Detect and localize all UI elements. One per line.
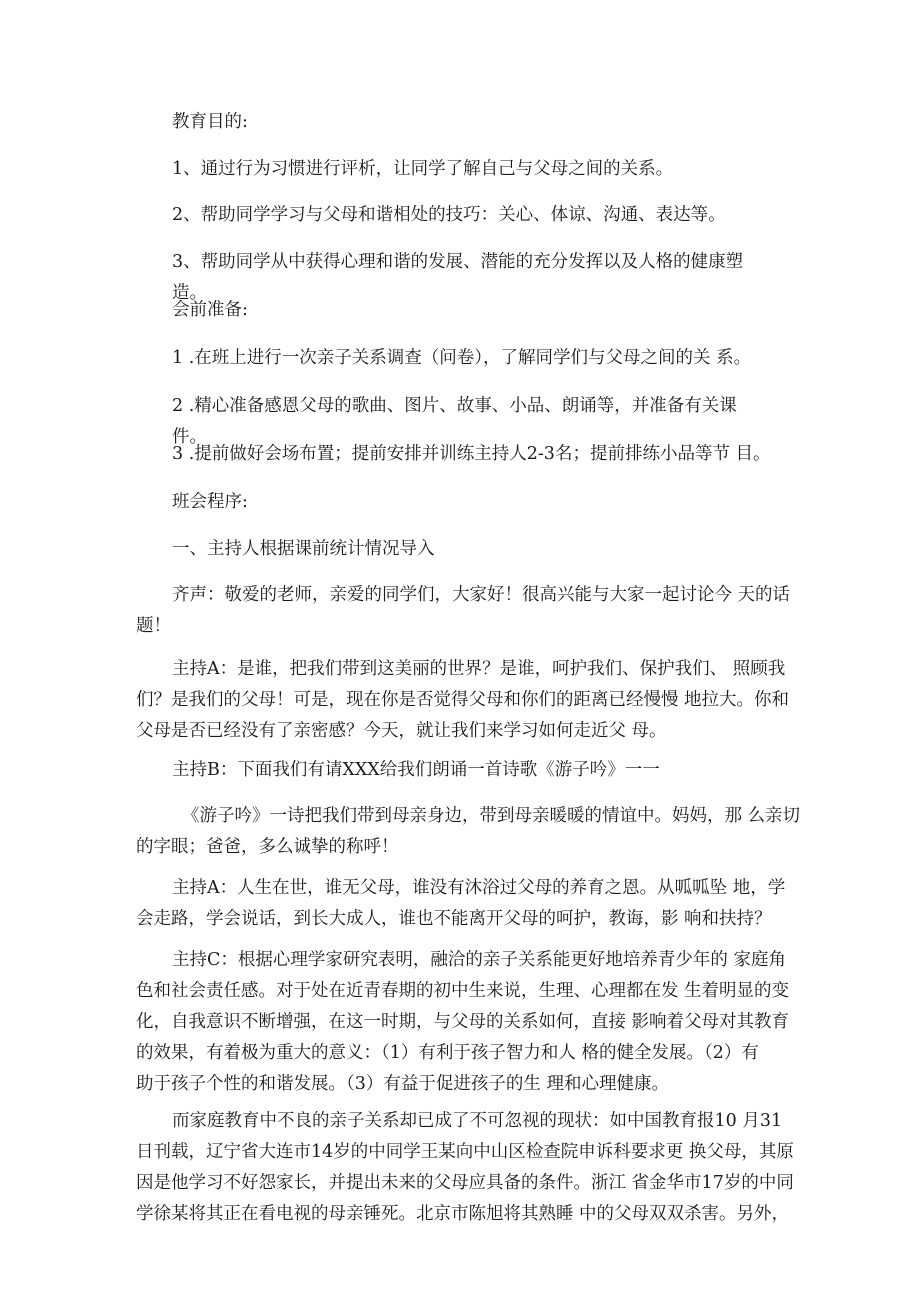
prep-heading: 会前准备:	[172, 300, 248, 320]
goal-item-2: 2、帮助同学学习与父母和谐相处的技巧：关心、体谅、沟通、表达等。	[172, 205, 726, 225]
host-c-line-3: 化，自我意识不断增强，在这一时期，与父母的关系如何，直接 影响着父母对其教育	[136, 1012, 790, 1032]
family-education-line-1: 而家庭教育中不良的亲子关系却已成了不可忽视的现状：如中国教育报10 月31	[172, 1111, 783, 1131]
host-c-line-1: 主持C：根据心理学家研究表明，融洽的亲子关系能更好地培养青少年的 家庭角	[172, 950, 786, 970]
prep-item-1: 1 .在班上进行一次亲子关系调查（问卷），了解同学们与父母之间的关 系。	[172, 348, 752, 368]
goal-item-3: 3、帮助同学从中获得心理和谐的发展、潜能的充分发挥以及人格的健康塑 造。	[172, 252, 744, 303]
host-c-paragraph	[136, 945, 790, 1100]
poem-note-paragraph	[136, 801, 801, 863]
host-a1-paragraph	[136, 654, 790, 747]
family-education-paragraph	[136, 1106, 794, 1230]
goal-item-1: 1、通过行为习惯进行评析，让同学了解自己与父母之间的关系。	[172, 159, 674, 179]
chorus-paragraph	[136, 580, 791, 642]
poem-note-line-2: 的字眼；爸爸，多么诚挚的称呼！	[136, 837, 399, 857]
chorus-line-2: 题！	[136, 616, 171, 636]
prep-item-3: 3 .提前做好会场布置；提前安排并训练主持人2-3名；提前排练小品等节 目。	[172, 444, 771, 464]
host-a1-line-3: 父母是否已经没有了亲密感？今天，就让我们来学习如何走近父 母。	[136, 721, 667, 741]
host-a1-line-1: 主持A：是谁，把我们带到这美丽的世界？是谁，呵护我们、保护我们、 照顾我	[172, 659, 786, 679]
family-education-line-4: 学徐某将其正在看电视的母亲锤死。北京市陈旭将其熟睡 中的父母双双杀害。另外，	[136, 1204, 790, 1224]
poem-note-line-1: 《游子吟》一诗把我们带到母亲身边，带到母亲暖暖的情谊中。妈妈，那 么亲切	[182, 806, 801, 826]
host-a2-paragraph	[136, 873, 786, 935]
host-c-line-2: 色和社会责任感。对于处在近青春期的初中生来说，生理、心理都在发 生着明显的变	[136, 981, 790, 1001]
step-one-heading: 一、主持人根据课前统计情况导入	[172, 539, 435, 559]
host-c-line-4: 的效果，有着极为重大的意义：（1）有利于孩子智力和人 格的健全发展。（2）有	[136, 1043, 759, 1063]
host-a2-line-2: 会走路，学会说话，到长大成人，谁也不能离开父母的呵护，教诲，影 响和扶持？	[136, 909, 772, 929]
family-education-line-3: 因是他学习不好怨家长，并提出未来的父母应具备的条件。浙江 省金华市17岁的中同	[136, 1173, 794, 1193]
goal-heading: 教育目的:	[172, 112, 248, 132]
host-a1-line-2: 们？是我们的父母！可是，现在你是否觉得父母和你们的距离已经慢慢 地拉大。你和	[136, 690, 790, 710]
chorus-line-1: 齐声：敬爱的老师，亲爱的同学们，大家好！很高兴能与大家一起讨论今 天的话	[172, 585, 791, 605]
prep-item-2: 2 .精心准备感恩父母的歌曲、图片、故事、小品、朗诵等，并准备有关课 件。	[172, 396, 737, 447]
host-a2-line-1: 主持A：人生在世，谁无父母，谁没有沐浴过父母的养育之恩。从呱呱坠 地，学	[172, 878, 786, 898]
family-education-line-2: 日刊载，辽宁省大连市14岁的中同学王某向中山区检查院申诉科要求更 换父母，其原	[136, 1142, 794, 1162]
host-b-paragraph: 主持B：下面我们有请XXX给我们朗诵一首诗歌《游子吟》一一	[172, 760, 660, 780]
program-heading: 班会程序:	[172, 492, 248, 512]
host-c-line-5: 助于孩子个性的和谐发展。（3）有益于促进孩子的生 理和心理健康。	[136, 1074, 669, 1094]
